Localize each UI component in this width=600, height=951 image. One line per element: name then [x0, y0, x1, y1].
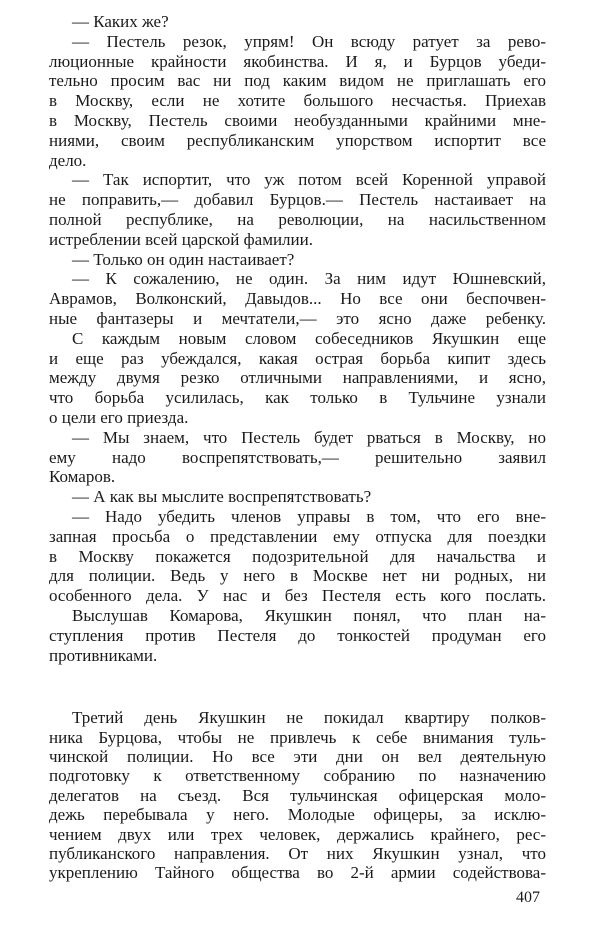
text-line: подготовку к ответственному собранию по назначению [49, 766, 546, 786]
text-line: в Москву покажется подозрительной для начальства и [49, 546, 546, 566]
text-line: особенного дела. У нас и без Пестеля есть кого послать. [49, 586, 546, 606]
text-line: дежь перебывала у него. Молодые офицеры, за исклю- [49, 805, 546, 825]
text-line: что борьба усилилась, как только в Тульчине узнали [49, 388, 546, 408]
text-line: в Москву, если не хотите большого несчастья. Приехав [49, 91, 546, 111]
text-line: ные фантазеры и мечтатели,— это ясно даже ребенку. [49, 308, 546, 328]
text-line: — Так испортит, что уж потом всей Коренной управой [72, 170, 546, 190]
text-line: в Москву, Пестель своими необузданными крайними мне- [49, 110, 546, 130]
text-line: Аврамов, Волконский, Давыдов... Но все они беспочвен- [49, 289, 546, 309]
text-line: ника Бурцова, чтобы не привлечь к себе внимания туль- [49, 727, 546, 747]
narrative-section [49, 708, 546, 883]
section-break [49, 665, 546, 708]
text-line: — Только он один настаивает? [72, 249, 295, 269]
text-line: запная просьба о представлении ему отпуска для поездки [49, 526, 546, 546]
text-line: укреплению Тайного общества во 2-й армии содействова- [49, 863, 546, 883]
text-line: Выслушав Комарова, Якушкин понял, что план на- [72, 605, 546, 625]
text-line: для полиции. Ведь у него в Москве нет ни родных, ни [49, 566, 546, 586]
text-line: С каждым новым словом собеседников Якушкин еще [72, 328, 546, 348]
text-line: ступления против Пестеля до тонкостей продуман его [49, 625, 546, 645]
dialogue-section [49, 12, 546, 665]
text-line: истреблении всей царской фамилии. [49, 229, 313, 249]
book-page-text [49, 12, 546, 883]
text-line: дело. [49, 150, 87, 170]
text-line: делегатов на съезд. Вся тульчинская офицерская моло- [49, 785, 546, 805]
text-line: полной республике, на революции, на насильственном [49, 209, 546, 229]
text-line: Третий день Якушкин не покидал квартиру полков- [72, 708, 546, 728]
text-line: чением двух или трех человек, держались крайнего, рес- [49, 824, 546, 844]
text-line: противниками. [49, 645, 158, 665]
text-line: чинской полиции. Но все эти дни он вел деятельную [49, 747, 546, 767]
text-line: — К сожалению, не один. За ним идут Юшневский, [72, 269, 546, 289]
text-line: — Надо убедить членов управы в том, что его вне- [72, 506, 546, 526]
text-line: — Пестель резок, упрям! Он всюду ратует за рево- [72, 31, 546, 51]
text-line: ниями, своим республиканским упорством испортит все [49, 130, 546, 150]
text-line: — А как вы мыслите воспрепятствовать? [72, 487, 372, 507]
text-line: между двумя резко отличными направлениями, и ясно, [49, 368, 546, 388]
text-line: ему надо воспрепятствовать,— решительно заявил [49, 447, 546, 467]
text-line: — Каких же? [72, 12, 169, 31]
text-line: тельно просим вас ни под каким видом не приглашать его [49, 71, 546, 91]
text-line: публиканского направления. От них Якушкин узнал, что [49, 844, 546, 864]
text-line: и еще раз убеждался, какая острая борьба кипит здесь [49, 348, 546, 368]
text-line: о цели его приезда. [49, 407, 189, 427]
page-number: 407 [516, 889, 540, 906]
text-line: люционные крайности якобинства. И я, и Бурцов убеди- [49, 51, 546, 71]
text-line: — Мы знаем, что Пестель будет рваться в Москву, но [72, 427, 546, 447]
text-line: Комаров. [49, 467, 116, 487]
text-line: не поправить,— добавил Бурцов.— Пестель настаивает на [49, 190, 546, 210]
